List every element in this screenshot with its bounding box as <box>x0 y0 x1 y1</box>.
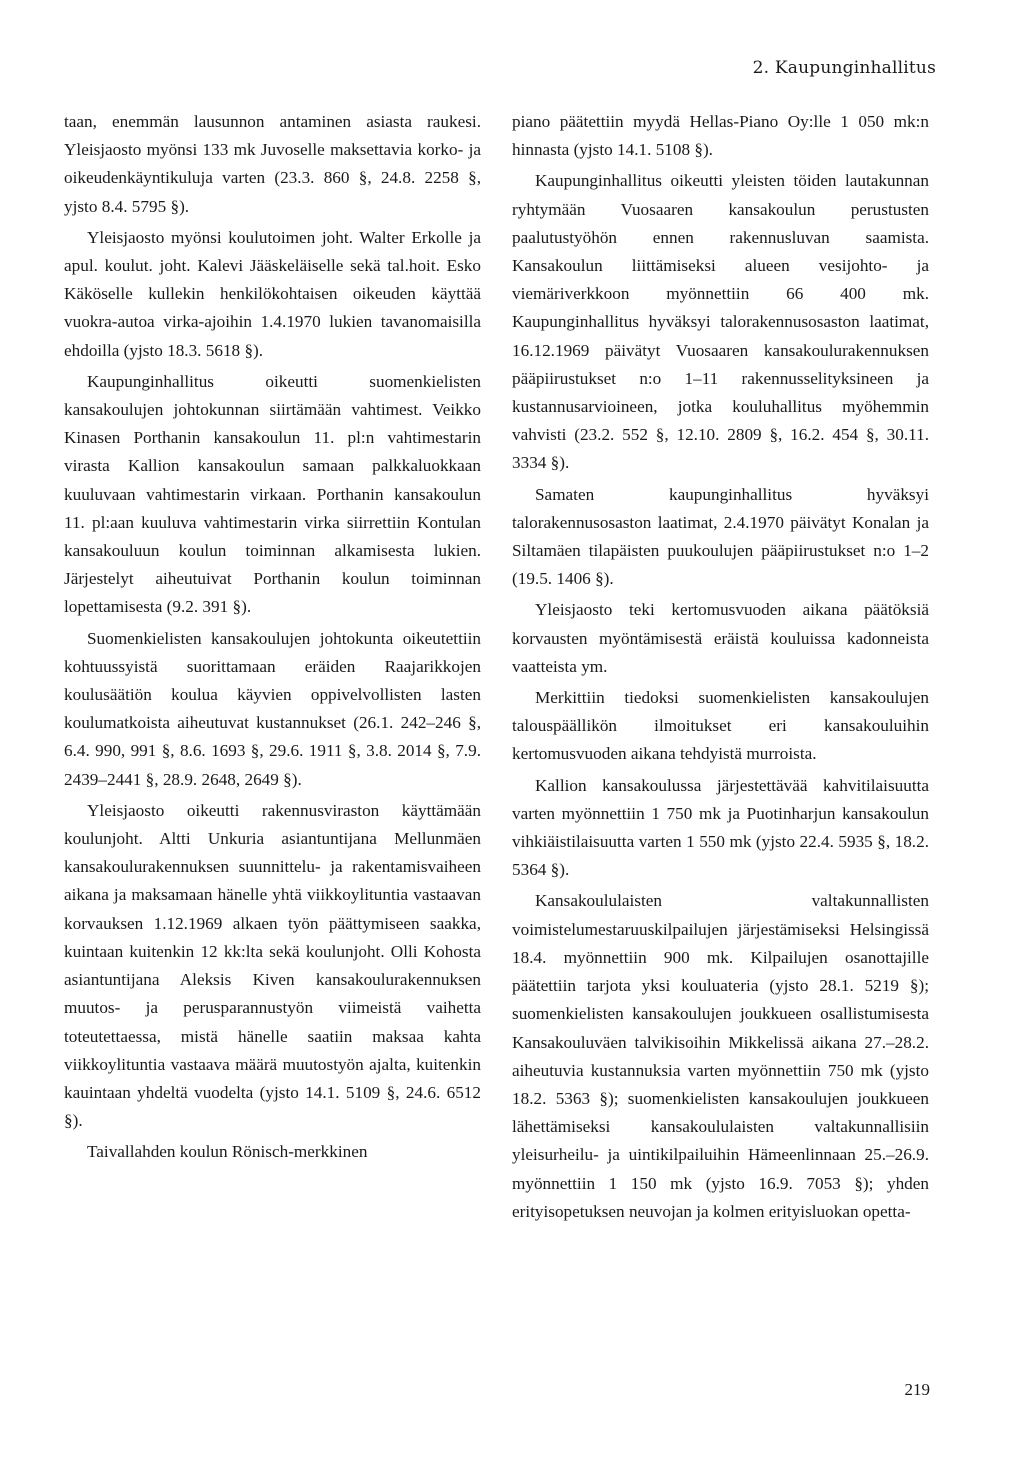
paragraph: Kaupunginhallitus oikeutti suomenkielisten kansakoulujen johtokunnan siirtämään vahtimest. Veikko Kinasen Porthanin kansakoulun 11. pl:n vahtimestarin virasta Kallion kansakoulun samaan palkkaluokkaan kuuluvaan vahtimestarin virkaan. Porthanin kansakoulun 11. pl:aan kuuluva vahtimestarin virka siirrettiin Kontulan kansakouluun koulun toiminnan alkamisesta lukien. Järjestelyt aiheutuivat Porthanin koulun toiminnan lopettamisesta (9.2. 391 §). <box>64 371 481 617</box>
paragraph: Kansakoululaisten valtakunnallisten voimistelumestaruuskilpailujen järjestämiseksi Helsingissä 18.4. myönnettiin 900 mk. Kilpailujen osanottajille päätettiin tarjota yksi kouluateria (yjsto 28.1. 5219 §); suomenkielisten kansakoulujen joukkueen osallistumisesta Kansakouluväen talvikisoihin Mikkelissä aikana 27.–28.2. aiheutuvia kustannuksia varten myönnettiin 750 mk (yjsto 18.2. 5363 §); suomenkielisten kansakoulujen joukkueen lähettämiseksi kansakoululaisten valtakunnallisiin yleisurheilu- ja uintikilpailuihin Hämeenlinnaan 25.–26.9. myönnettiin 1 150 mk (yjsto 16.9. 7053 §); yhden erityisopetuksen neuvojan ja kolmen erityisluokan opetta- <box>512 891 929 1221</box>
paragraph: Kallion kansakoulussa järjestettävää kahvitilaisuutta varten myönnettiin 1 750 mk ja Puotinharjun kansakoulun vihkiäistilaisuutta varten 1 550 mk (yjsto 22.4. 5935 §, 18.2. 5364 §). <box>512 775 929 880</box>
paragraph: Kaupunginhallitus oikeutti yleisten töiden lautakunnan ryhtymään Vuosaaren kansakoulun perustusten paalutustyöhön ennen rakennusluvan saamista. Kansakoulun liittämiseksi alueen vesijohto- ja viemäriverkkoon myönnettiin 66 400 mk. Kaupunginhallitus hyväksyi talorakennusosaston laatimat, 16.12.1969 päivätyt Vuosaaren kansakoulurakennuksen pääpiirustukset n:o 1–11 rakennusselityksineen ja kustannusarvioineen, jotka kouluhallitus myöhemmin vahvisti (23.2. 552 §, 12.10. 2809 §, 16.2. 454 §, 30.11. 3334 §). <box>512 171 929 473</box>
paragraph: Yleisjaosto teki kertomusvuoden aikana päätöksiä korvausten myöntämisestä eräistä kouluissa kadonneista vaatteista ym. <box>512 600 929 676</box>
paragraph: piano päätettiin myydä Hellas-Piano Oy:lle 1 050 mk:n hinnasta (yjsto 14.1. 5108 §). <box>512 112 929 160</box>
paragraph: Yleisjaosto oikeutti rakennusviraston käyttämään koulunjoht. Altti Unkuria asiantuntijana Mellunmäen kansakoulurakennuksen suunnittelu- ja rakentamisvaiheen aikana ja maksamaan hänelle yhtä viikkoylituntia vastaavan korvauksen 1.12.1969 alkaen työn päättymiseen saakka, kuintaan kuitenkin 12 kk:lta sekä koulunjoht. Olli Kohosta asiantuntijana Aleksis Kiven kansakoulurakennuksen muutos- ja perusparannustyön viimeistä vaihetta toteutettaessa, mistä hänelle saatiin maksaa kahta viikkoylituntia vastaava määrä muutostyön ajalta, kuitenkin kauintaan yhdeltä vuodelta (yjsto 14.1. 5109 §, 24.6. 6512 §). <box>64 800 481 1131</box>
paragraph: Samaten kaupunginhallitus hyväksyi talorakennusosaston laatimat, 2.4.1970 päivätyt Konalan ja Siltamäen tilapäisten puukoulujen pääpiirustukset n:o 1–2 (19.5. 1406 §). <box>512 484 929 589</box>
paragraph: Suomenkielisten kansakoulujen johtokunta oikeutettiin kohtuussyistä suorittamaan eräiden Raajarikkojen koulusäätiön koulua käyvien oppivelvollisten lasten koulumatkoista aiheutuvat kustannukset (26.1. 242–246 §, 6.4. 990, 991 §, 8.6. 1693 §, 29.6. 1911 §, 3.8. 2014 §, 7.9. 2439–2441 §, 28.9. 2648, 2649 §). <box>64 628 481 789</box>
paragraph: Merkittiin tiedoksi suomenkielisten kansakoulujen talouspäällikön ilmoitukset eri kansakouluihin kertomusvuoden aikana tehdyistä murroista. <box>512 688 929 764</box>
left-column <box>64 108 481 1170</box>
right-column <box>512 108 929 1229</box>
paragraph: Yleisjaosto myönsi koulutoimen joht. Walter Erkolle ja apul. koulut. joht. Kalevi Jääskeläiselle sekä tal.hoit. Esko Käköselle kullekin henkilökohtaisen oikeuden käyttää vuokra-autoa virka-ajoihin 1.4.1970 lukien tavanomaisilla ehdoilla (yjsto 18.3. 5618 §). <box>64 227 481 360</box>
running-head: 2. Kaupunginhallitus <box>752 58 936 78</box>
paragraph: taan, enemmän lausunnon antaminen asiasta raukesi. Yleisjaosto myönsi 133 mk Juvoselle maksettavia korko- ja oikeudenkäyntikuluja varten (23.3. 860 §, 24.8. 2258 §, yjsto 8.4. 5795 §). <box>64 112 481 216</box>
page-number: 219 <box>904 1380 930 1399</box>
paragraph: Taivallahden koulun Rönisch-merkkinen <box>87 1142 368 1162</box>
